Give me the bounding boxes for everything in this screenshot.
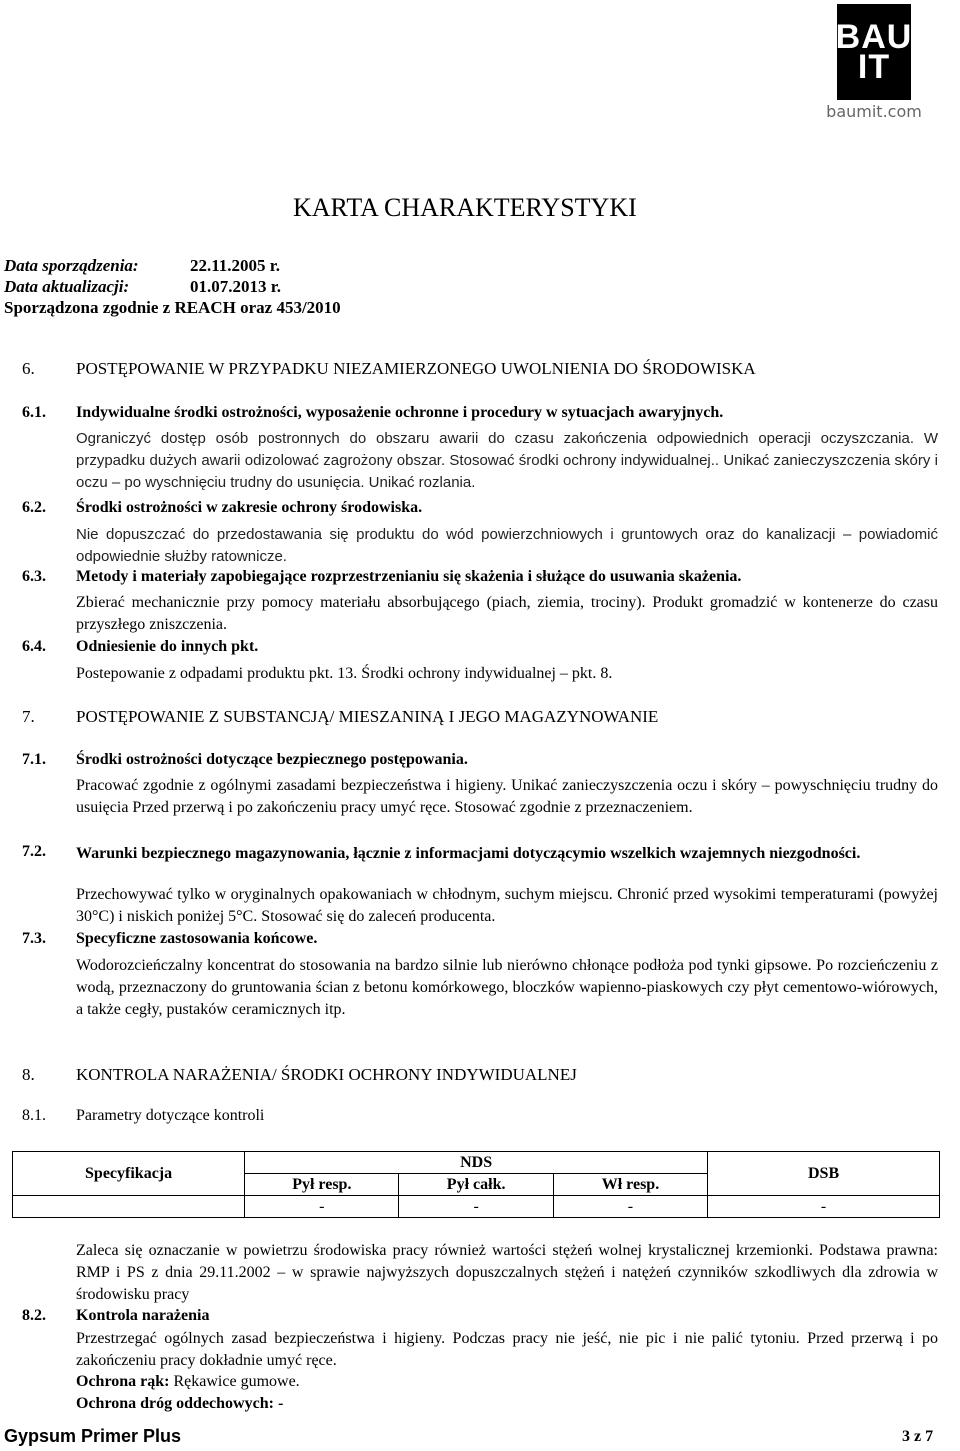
- subsection-number: 7.3.: [22, 930, 46, 947]
- subsection-7-2-text: Przechowywać tylko w oryginalnych opakowaniach w chłodnym, suchym miejscu. Chronić przed wysokimi temperaturami (powyżej 30°C) i niskich poniżej 5°C. Stosować się do zaleceń producenta.: [76, 886, 938, 925]
- subsection-title: Środki ostrożności dotyczące bezpiecznego postępowania.: [76, 751, 468, 768]
- subsection-title: Specyficzne zastosowania końcowe.: [76, 930, 318, 947]
- section-6-title: POSTĘPOWANIE W PRZYPADKU NIEZAMIERZONEGO UWOLNIENIA DO ŚRODOWISKA: [76, 359, 756, 378]
- date-created-row: [4, 256, 281, 276]
- subsection-7-1-text: Pracować zgodnie z ogólnymi zasadami bezpieczeństwa i higieny. Unikać zanieczyszczenia oczu i skóry – powyschnięciu trudny do usuięcia Przed przerwą i po zakończeniu pracy umyć ręce. Stosować zgodnie z przeznaczeniem.: [76, 777, 938, 816]
- header-dsb: DSB: [708, 1152, 940, 1196]
- table-cell: -: [553, 1196, 707, 1218]
- hand-protection-value: Rękawice gumowe.: [173, 1373, 300, 1390]
- subsection-title: Kontrola narażenia: [76, 1307, 210, 1324]
- header-pyl-resp: Pył resp.: [245, 1174, 399, 1196]
- section-7-number: 7.: [22, 707, 35, 726]
- date-updated-label: Data aktualizacji:: [4, 277, 130, 296]
- logo-line-2: IT: [857, 48, 891, 86]
- header-nds: NDS: [245, 1152, 708, 1174]
- date-created-label: Data sporządzenia:: [4, 256, 139, 275]
- subsection-title: Odniesienie do innych pkt.: [76, 638, 259, 655]
- subsection-number: 7.2.: [22, 843, 46, 860]
- reach-statement: Sporządzona zgodnie z REACH oraz 453/2010: [4, 298, 341, 317]
- hand-protection-label: Ochrona rąk:: [76, 1373, 170, 1390]
- subsection-6-4-text: Postepowanie z odpadami produktu pkt. 13. Środki ochrony indywidualnej – pkt. 8.: [76, 665, 613, 682]
- date-created-value: 22.11.2005 r.: [190, 256, 281, 275]
- footer-page-number: 3 z 7: [902, 1428, 934, 1445]
- subsection-title: Warunki bezpiecznego magazynowania, łącznie z informacjami dotyczącymio wszelkich wzajemnych niezgodności.: [76, 845, 861, 862]
- section-7-title: POSTĘPOWANIE Z SUBSTANCJĄ/ MIESZANINĄ I JEGO MAGAZYNOWANIE: [76, 707, 659, 726]
- subsection-6-3-text: Zbierać mechanicznie przy pomocy materiału absorbującego (piach, ziemia, trociny). Produkt gromadzić w kontenerze do czasu przyszłego zniszczenia.: [76, 594, 938, 633]
- table-cell: -: [399, 1196, 553, 1218]
- logo-mark: [837, 4, 911, 100]
- subsection-number: 6.2.: [22, 499, 46, 516]
- section-8-number: 8.: [22, 1065, 35, 1084]
- header-pyl-calk: Pył całk.: [399, 1174, 553, 1196]
- table-row: [13, 1196, 940, 1218]
- table-header-row: [13, 1152, 940, 1174]
- subsection-6-1-text: Ograniczyć dostęp osób postronnych do obszaru awarii do czasu zakończenia odpowiednich operacji oczyszczania. W przypadku dużych awarii odizolować zagrożony obszar. Stosować środki ochrony indywidualnej.. Unikać zanieczyszczenia skóry i oczu – po wyschnięciu trudny do usunięcia. Unikać rozlania.: [76, 430, 938, 491]
- header-spec: Specyfikacja: [13, 1152, 245, 1196]
- baumit-logo: [822, 4, 926, 124]
- subsection-title: Metody i materiały zapobiegające rozprzestrzenianiu się skażenia i służące do usuwania skażenia.: [76, 568, 742, 585]
- logo-url: baumit.com: [826, 102, 922, 121]
- table-cell: -: [708, 1196, 940, 1218]
- table-cell: [13, 1196, 245, 1218]
- subsection-title: Indywidualne środki ostrożności, wyposażenie ochronne i procedury w sytuacjach awaryjnych.: [76, 404, 724, 421]
- subsection-number: 6.3.: [22, 568, 46, 585]
- footer-product-name: Gypsum Primer Plus: [4, 1426, 182, 1446]
- subsection-title: Środki ostrożności w zakresie ochrony środowiska.: [76, 499, 423, 516]
- exposure-limits-table: [12, 1151, 940, 1218]
- subsection-7-3-text: Wodorozcieńczalny koncentrat do stosowania na bardzo silnie lub nierówno chłonące podłoża pod tynki gipsowe. Po rozcieńczeniu z wodą, przeznaczony do gruntowania ścian z betonu komórkowego, bloczków wapienno-piaskowych czy płyt cementowo-wiórowych, a także cegły, pustaków ceramicznych itp.: [76, 957, 938, 1018]
- subsection-6-2-text: Nie dopuszczać do przedostawania się produktu do wód powierzchniowych i gruntowych oraz do kanalizacji – powiadomić odpowiednie służby ratownicze.: [76, 526, 938, 565]
- subsection-number: 6.4.: [22, 638, 46, 655]
- logo-line-1: BAU: [835, 18, 913, 56]
- subsection-number: 8.1.: [22, 1107, 46, 1124]
- subsection-number: 7.1.: [22, 751, 46, 768]
- date-updated-row: [4, 277, 281, 297]
- section-6-number: 6.: [22, 359, 35, 378]
- date-updated-value: 01.07.2013 r.: [190, 277, 281, 296]
- subsection-number: 8.2.: [22, 1307, 46, 1324]
- respiratory-protection: Ochrona dróg oddechowych: -: [76, 1395, 284, 1412]
- hand-protection: [76, 1373, 300, 1391]
- header-wl-resp: Wł resp.: [553, 1174, 707, 1196]
- subsection-number: 6.1.: [22, 404, 46, 421]
- section-8-title: KONTROLA NARAŻENIA/ ŚRODKI OCHRONY INDYWIDUALNEJ: [76, 1065, 577, 1084]
- subsection-8-1-text: Zaleca się oznaczanie w powietrzu środowiska pracy również wartości stężeń wolnej krystalicznej krzemionki. Podstawa prawna: RMP i PS z dnia 29.11.2002 – w sprawie najwyższych dopuszczalnych stężeń i natężeń czynników szkodliwych dla zdrowia w środowisku pracy: [76, 1242, 938, 1303]
- table-cell: -: [245, 1196, 399, 1218]
- subsection-title: Parametry dotyczące kontroli: [76, 1107, 265, 1124]
- document-title: KARTA CHARAKTERYSTYKI: [293, 193, 637, 222]
- subsection-8-2-text: Przestrzegać ogólnych zasad bezpieczeństwa i higieny. Podczas pracy nie jeść, nie pic i nie palić tytoniu. Przed przerwą i po zakończeniu pracy dokładnie umyć ręce.: [76, 1330, 938, 1369]
